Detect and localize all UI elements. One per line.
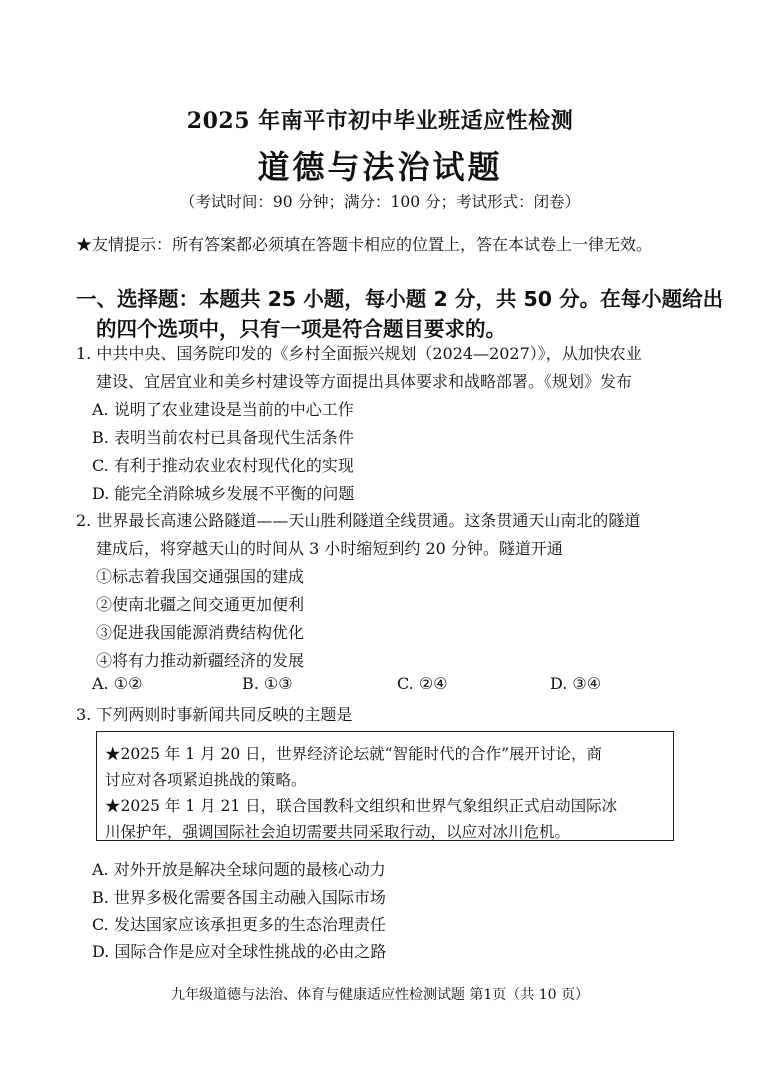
question-1-option-a: A. 说明了农业建设是当前的中心工作 (92, 400, 354, 419)
section-title-line2: 的四个选项中，只有一项是符合题目要求的。 (96, 317, 506, 341)
page-footer: 九年级道德与法治、体育与健康适应性检测试题 第1页（共 10 页） (170, 987, 590, 1003)
question-3-stem: 3. 下列两则时事新闻共同反映的主题是 (76, 705, 353, 724)
exam-info: （考试时间：90 分钟；满分：100 分；考试形式：闭卷） (179, 193, 581, 211)
question-2-stem-line2: 建成后，将穿越天山的时间从 3 小时缩短到约 20 分钟。隧道开通 (96, 539, 563, 558)
question-2-choice-a: A. ①② (92, 674, 143, 693)
question-3-option-c: C. 发达国家应该承担更多的生态治理责任 (92, 915, 386, 934)
section-title-line1: 一、选择题：本题共 25 小题，每小题 2 分，共 50 分。在每小题给出 (76, 287, 724, 311)
question-3-option-a: A. 对外开放是解决全球问题的最核心动力 (92, 860, 386, 879)
news-box (96, 731, 674, 841)
question-1-option-b: B. 表明当前农村已具备现代生活条件 (92, 428, 354, 447)
question-2-statement-4: ④将有力推动新疆经济的发展 (96, 651, 305, 670)
subject-title: 道德与法治试题 (257, 148, 503, 186)
question-2-statement-1: ①标志着我国交通强国的建成 (96, 567, 305, 586)
question-2-statement-3: ③促进我国能源消费结构优化 (96, 623, 305, 642)
friendly-tip: ★友情提示：所有答案都必须填在答题卡相应的位置上，答在本试卷上一律无效。 (76, 235, 653, 254)
news-line-4: 川保护年，强调国际社会迫切需要共同采取行动，以应对冰川危机。 (105, 823, 571, 841)
question-3-option-b: B. 世界多极化需要各国主动融入国际市场 (92, 888, 386, 907)
news-line-3: ★2025 年 1 月 21 日，联合国教科文组织和世界气象组织正式启动国际冰 (105, 797, 618, 815)
news-line-2: 讨应对各项紧迫挑战的策略。 (105, 771, 307, 789)
question-1-stem-line1: 1. 中共中央、国务院印发的《乡村全面振兴规划（2024—2027）》，从加快农业 (76, 344, 642, 363)
question-2-choice-c: C. ②④ (397, 674, 448, 693)
question-3-option-d: D. 国际合作是应对全球性挑战的必由之路 (92, 942, 387, 961)
question-2-stem-line1: 2. 世界最长高速公路隧道——天山胜利隧道全线贯通。这条贯通天山南北的隧道 (76, 511, 641, 530)
question-1-option-d: D. 能完全消除城乡发展不平衡的问题 (92, 484, 355, 503)
section-title (76, 284, 723, 344)
question-2-choice-b: B. ①③ (242, 674, 293, 693)
question-1-stem-line2: 建设、宜居宜业和美乡村建设等方面提出具体要求和战略部署。《规划》发布 (96, 372, 633, 391)
question-2-choice-d: D. ③④ (550, 674, 602, 693)
question-1-option-c: C. 有利于推动农业农村现代化的实现 (92, 456, 354, 475)
news-line-1: ★2025 年 1 月 20 日，世界经济论坛就“智能时代的合作”展开讨论，商 (105, 745, 603, 763)
exam-title: 2025 年南平市初中毕业班适应性检测 (186, 108, 574, 134)
question-2-statement-2: ②使南北疆之间交通更加便利 (96, 595, 305, 614)
